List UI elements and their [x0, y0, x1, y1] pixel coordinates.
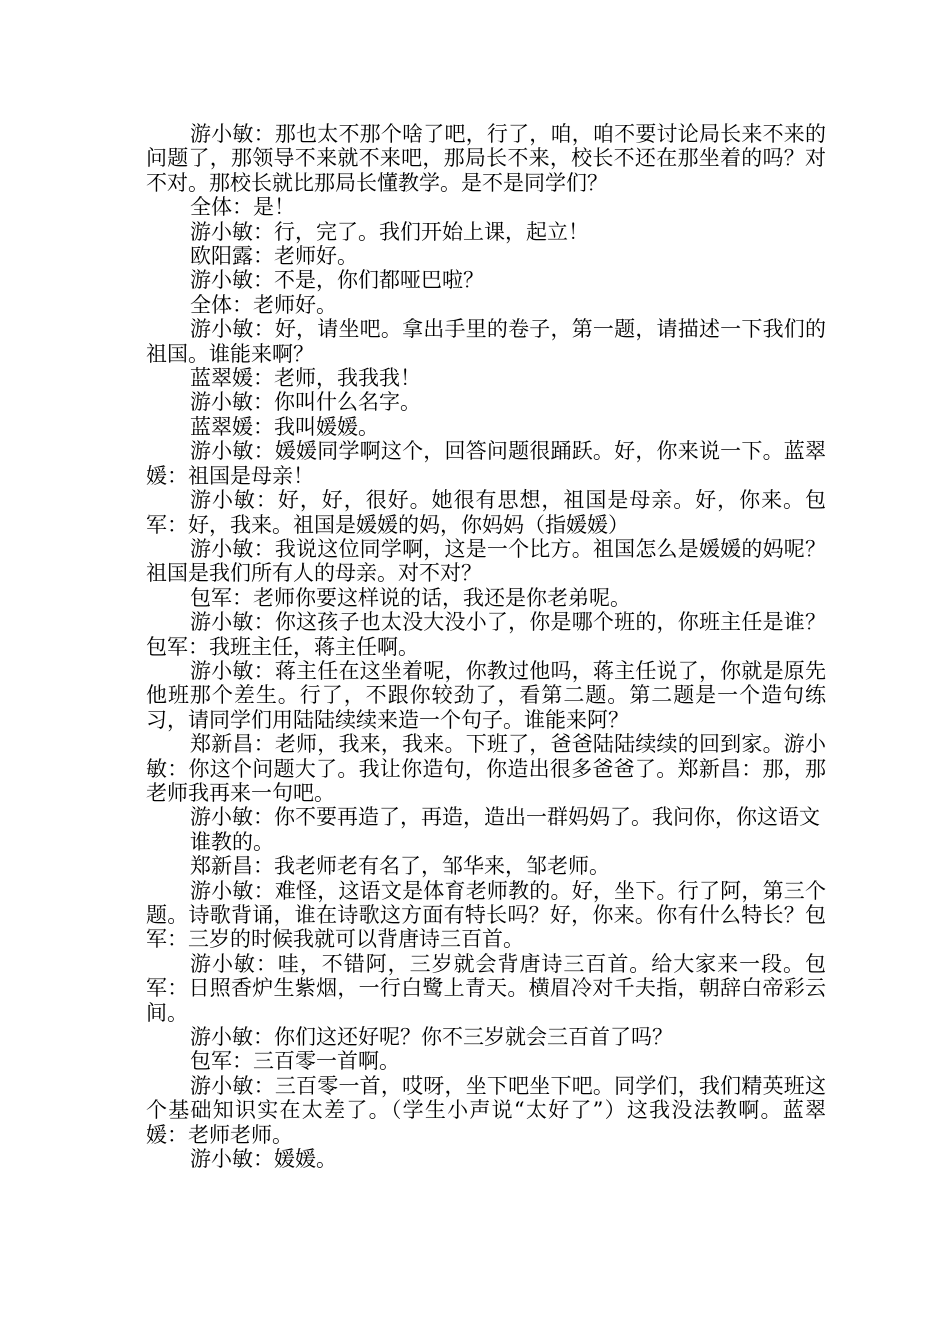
dialogue-paragraph: 包军：老师你要这样说的话，我还是你老弟呢。 — [190, 585, 631, 610]
dialogue-paragraph: 蓝翠媛：老师，我我我！ — [190, 366, 421, 391]
dialogue-paragraph: 欧阳露：老师好。 — [190, 244, 358, 269]
dialogue-paragraph: 游小敏：你叫什么名字。 — [190, 390, 421, 415]
dialogue-paragraph: 游小敏：你不要再造了，再造，造出一群妈妈了。我问你，你这语文 — [190, 805, 820, 830]
dialogue-paragraph: 全体：是！ — [190, 195, 295, 220]
dialogue-paragraph: 包军：三百零一首啊。 — [190, 1049, 400, 1074]
dialogue-paragraph: 游小敏：行，完了。我们开始上课，起立！ — [190, 219, 589, 244]
dialogue-paragraph: 谁教的。 — [190, 829, 274, 854]
dialogue-paragraph: 游小敏：哇，不错阿，三岁就会背唐诗三百首。给大家来一段。包军：日照香炉生紫烟，一行白鹭上青天。横眉冷对千夫指，朝辞白帝彩云间。 — [146, 951, 826, 1025]
dialogue-paragraph: 游小敏：好，好，很好。她很有思想，祖国是母亲。好，你来。包军：好，我来。祖国是媛媛的妈，你妈妈（指媛媛） — [146, 488, 826, 537]
dialogue-paragraph: 全体：老师好。 — [190, 292, 337, 317]
dialogue-paragraph: 游小敏：你这孩子也太没大没小了，你是哪个班的，你班主任是谁？包军：我班主任，蒋主任啊。 — [146, 610, 826, 659]
dialogue-paragraph: 游小敏：媛媛同学啊这个，回答问题很踊跃。好，你来说一下。蓝翠媛：祖国是母亲！ — [146, 439, 826, 488]
dialogue-paragraph: 游小敏：三百零一首，哎呀，坐下吧坐下吧。同学们，我们精英班这个基础知识实在太差了。（学生小声说“太好了”）这我没法教啊。蓝翠媛：老师老师。 — [146, 1073, 826, 1147]
dialogue-paragraph: 游小敏：那也太不那个啥了吧，行了，咱，咱不要讨论局长来不来的问题了，那领导不来就不来吧，那局长不来，校长不还在那坐着的吗？对不对。那校长就比那局长懂教学。是不是同学们？ — [146, 122, 826, 195]
dialogue-paragraph: 游小敏：好，请坐吧。拿出手里的卷子，第一题，请描述一下我们的祖国。谁能来啊？ — [146, 317, 826, 366]
dialogue-paragraph: 郑新昌：老师，我来，我来。下班了，爸爸陆陆续续的回到家。游小敏：你这个问题大了。我让你造句，你造出很多爸爸了。郑新昌：那，那老师我再来一句吧。 — [146, 732, 826, 805]
dialogue-paragraph: 游小敏：难怪，这语文是体育老师教的。好，坐下。行了阿，第三个题。诗歌背诵，谁在诗歌这方面有特长吗？好，你来。你有什么特长？包军：三岁的时候我就可以背唐诗三百首。 — [146, 878, 826, 952]
dialogue-paragraph: 游小敏：媛媛。 — [190, 1147, 337, 1172]
dialogue-paragraph: 游小敏：我说这位同学啊，这是一个比方。祖国怎么是媛媛的妈呢？祖国是我们所有人的母亲。对不对？ — [146, 536, 826, 586]
dialogue-paragraph: 蓝翠媛：我叫媛媛。 — [190, 414, 379, 439]
dialogue-paragraph: 游小敏：你们这还好呢？你不三岁就会三百首了吗？ — [190, 1025, 673, 1050]
dialogue-paragraph: 游小敏：不是，你们都哑巴啦？ — [190, 268, 484, 293]
script-text-block — [146, 122, 826, 1171]
dialogue-paragraph: 郑新昌：我老师老有名了，邹华来，邹老师。 — [190, 854, 610, 879]
dialogue-paragraph: 游小敏：蒋主任在这坐着呢，你教过他吗，蒋主任说了，你就是原先他班那个差生。行了，不跟你较劲了，看第二题。第二题是一个造句练习，请同学们用陆陆续续来造一个句子。谁能来阿？ — [146, 658, 826, 732]
